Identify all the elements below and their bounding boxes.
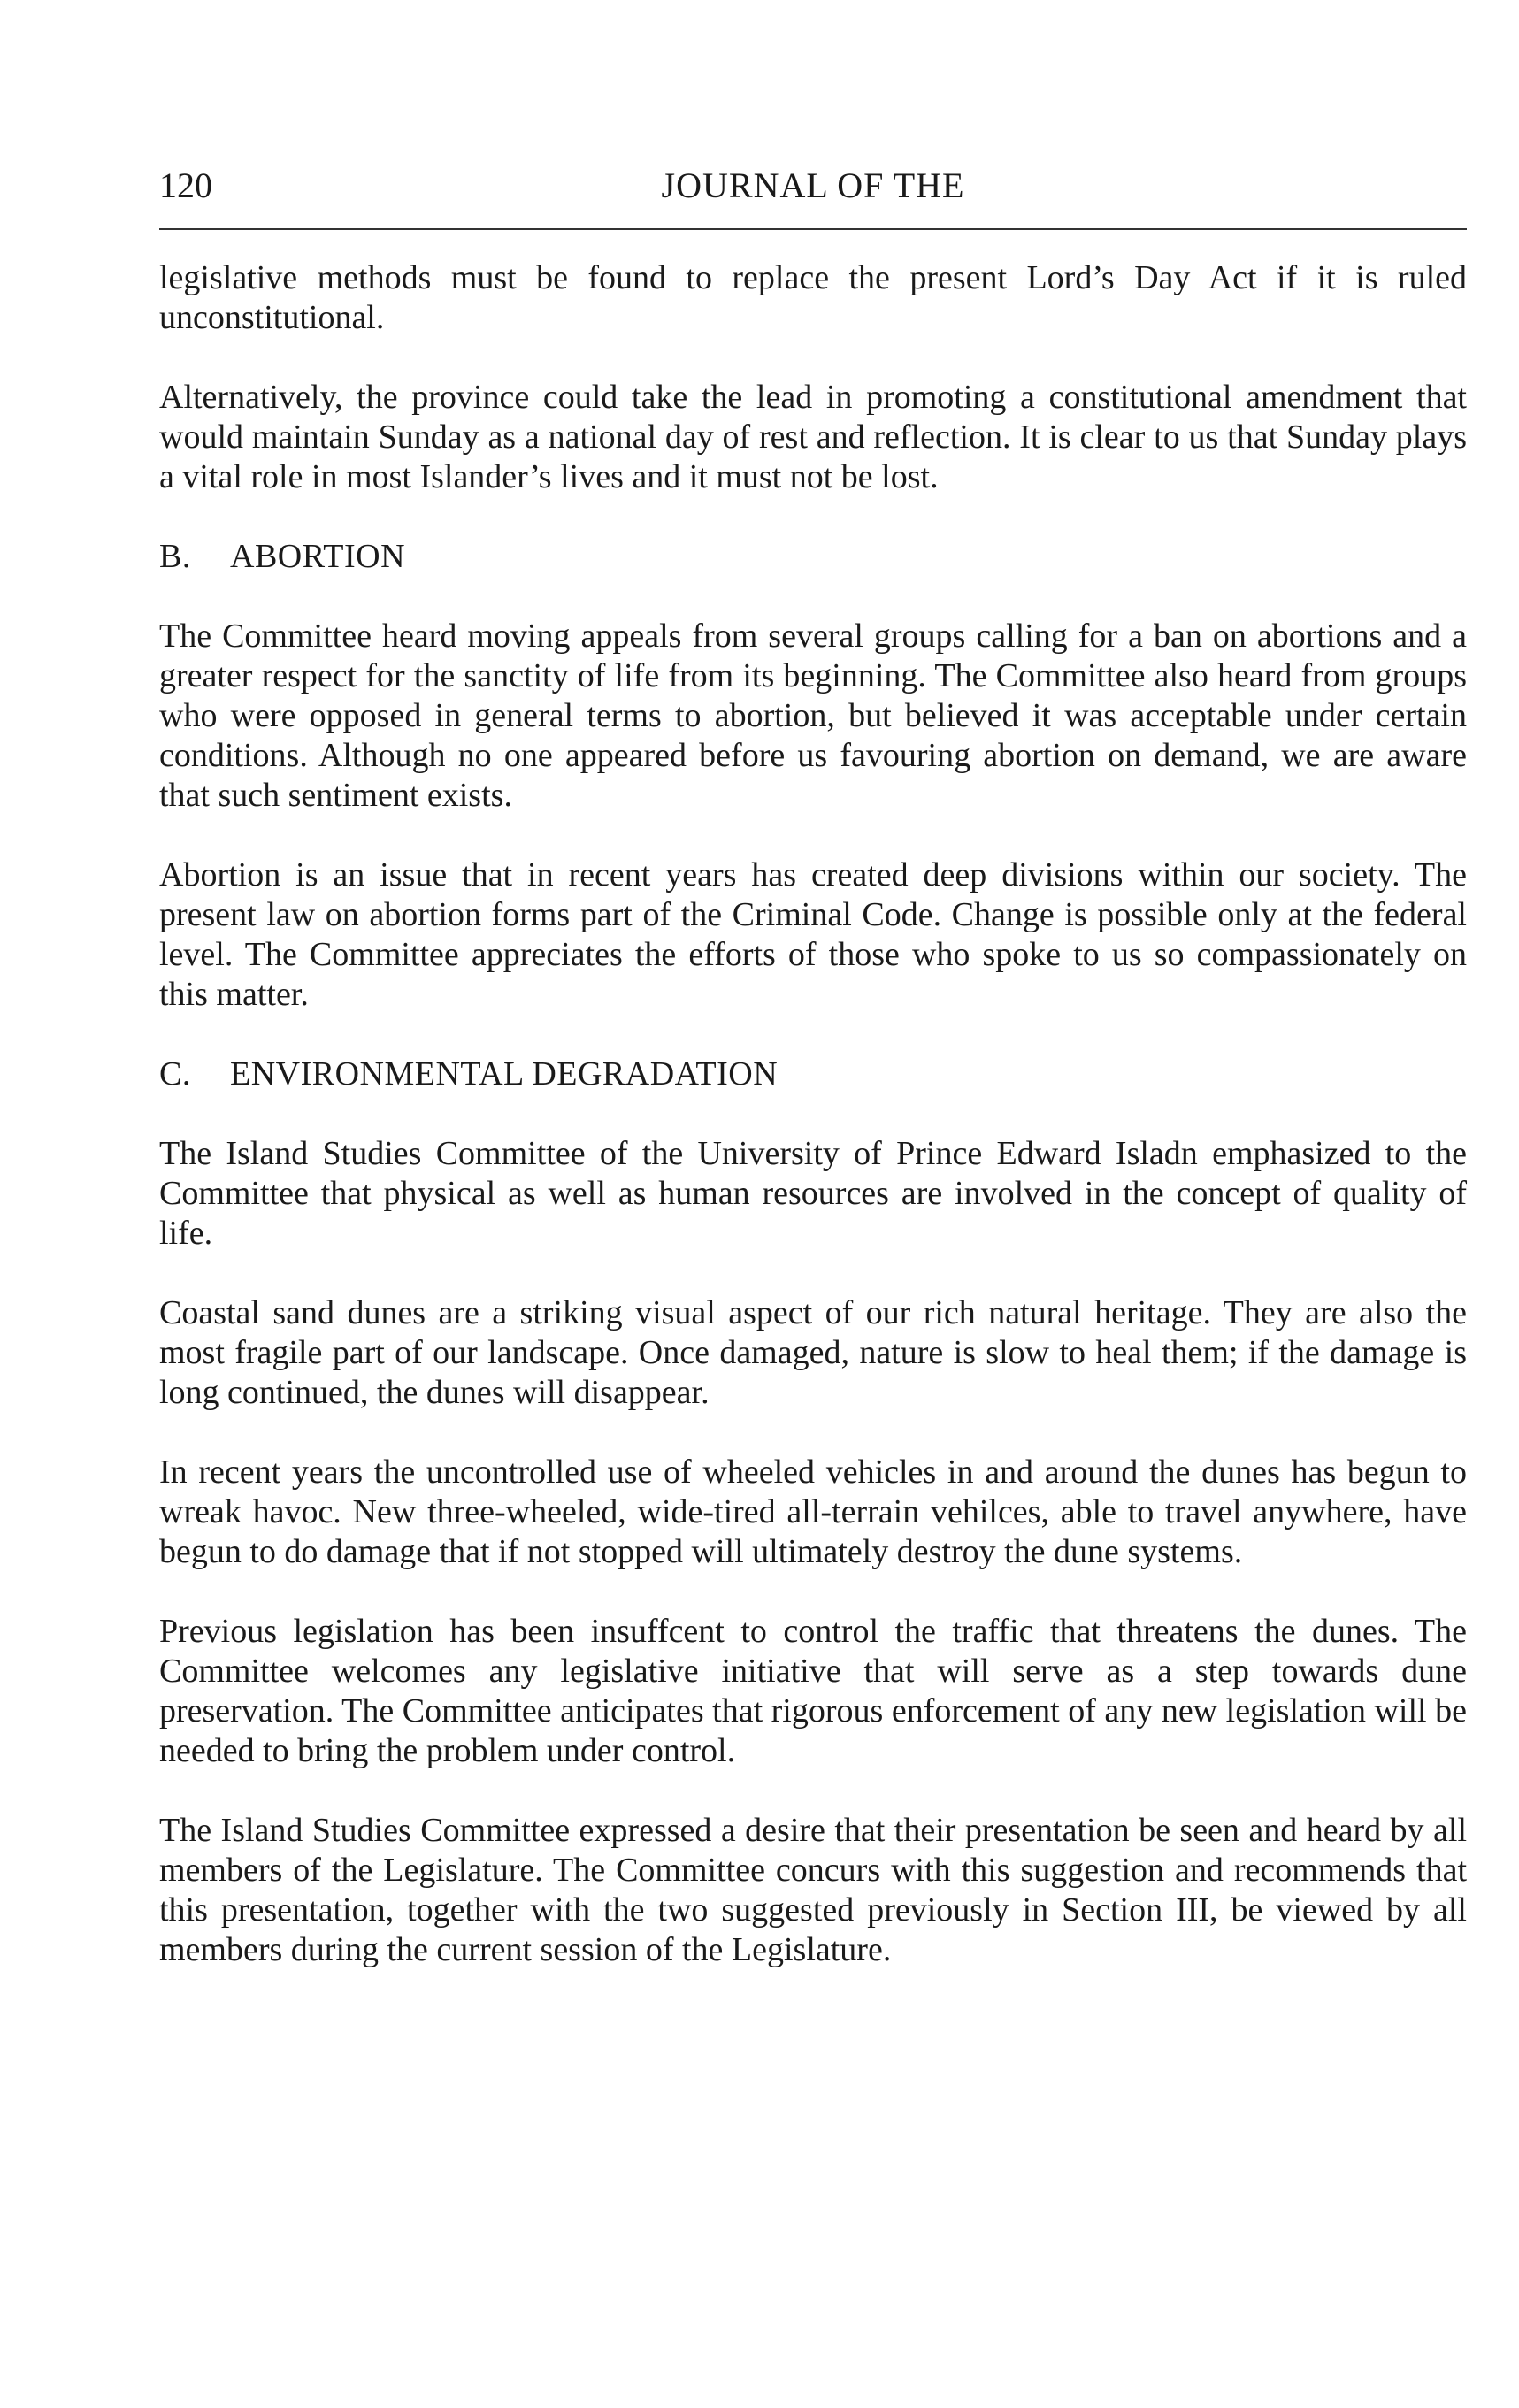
- journal-page: [159, 159, 1467, 2010]
- paragraph-sand-dunes: Coastal sand dunes are a striking visual aspect of our rich natural heritage. They are also the most fragile part of our landscape. Once damaged, nature is slow to heal them; if the damage is long continued, the dunes will disappear.: [159, 1294, 1467, 1411]
- paragraph-presentation: The Island Studies Committee expressed a desire that their presentation be seen and heard by all members of the Legislature. The Committee concurs with this suggestion and recommends that this presentation, together with the two suggested previously in Section III, be viewed by all members during the current session of the Legislature.: [159, 1812, 1467, 1968]
- header-rule: [159, 228, 1467, 230]
- paragraph-abortion-appeals: The Committee heard moving appeals from several groups calling for a ban on abortions and a greater respect for the sanctity of life from its beginning. The Committee also heard from groups who were opposed in general terms to abortion, but believed it was acceptable under certain conditions. Although no one appeared before us favouring abortion on demand, we are aware that such sentiment exists.: [159, 617, 1467, 814]
- running-head: [159, 159, 1467, 212]
- page-number: 120: [159, 165, 212, 205]
- paragraph-legislation: Previous legislation has been insuffcent to control the traffic that threatens the dunes. The Committee welcomes any legislative initiative that will serve as a step towards dune preservation. The Committee anticipates that rigorous enforcement of any new legislation will be needed to bring the problem under control.: [159, 1613, 1467, 1769]
- running-title: JOURNAL OF THE: [661, 165, 965, 205]
- section-heading-environment: [159, 1054, 1467, 1094]
- body-text: [159, 258, 1467, 1970]
- paragraph-abortion-law: Abortion is an issue that in recent years has created deep divisions within our society. The present law on abortion forms part of the Criminal Code. Change is possible only at the federal level. The Committee appreciates the efforts of those who spoke to us so compassionately on this matter.: [159, 856, 1467, 1013]
- paragraph-island-studies: The Island Studies Committee of the University of Prince Edward Isladn emphasized to the Committee that physical as well as human resources are involved in the concept of quality of life.: [159, 1135, 1467, 1252]
- paragraph-wheeled-vehicles: In recent years the uncontrolled use of wheeled vehicles in and around the dunes has begun to wreak havoc. New three-wheeled, wide-tired all-terrain vehilces, able to travel anywhere, have begun to do damage that if not stopped will ultimately destroy the dune systems.: [159, 1453, 1467, 1570]
- paragraph-constitutional-amendment: Alternatively, the province could take the lead in promoting a constitutional amendment that would maintain Sunday as a national day of rest and reflection. It is clear to us that Sunday plays a vital role in most Islander’s lives and it must not be lost.: [159, 379, 1467, 495]
- section-title: ABORTION: [230, 538, 406, 575]
- section-heading-abortion: [159, 537, 1467, 577]
- section-letter: C.: [159, 1055, 191, 1093]
- section-letter: B.: [159, 538, 191, 575]
- paragraph-lords-day-act: legislative methods must be found to replace the present Lord’s Day Act if it is ruled unconstitutional.: [159, 259, 1467, 336]
- section-title: ENVIRONMENTAL DEGRADATION: [230, 1055, 779, 1093]
